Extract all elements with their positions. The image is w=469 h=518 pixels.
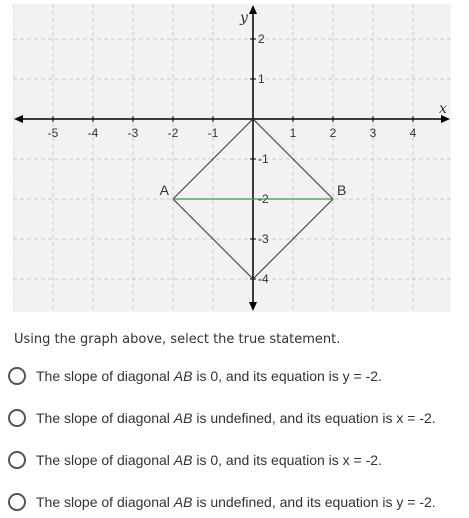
radio-button[interactable] [8, 451, 26, 469]
option-4-text: The slope of diagonal AB is undefined, and its equation is y = -2. [36, 494, 436, 510]
x-tick-label: 1 [289, 126, 297, 140]
point-label-a: A [159, 182, 169, 198]
x-tick-label: -4 [87, 126, 99, 140]
y-tick-label: -4 [258, 272, 269, 286]
option-3-text: The slope of diagonal AB is 0, and its equation is x = -2. [36, 452, 382, 468]
graph-svg [13, 4, 451, 312]
question-text: Using the graph above, select the true statement. [14, 332, 341, 347]
x-tick-label: -2 [167, 126, 179, 140]
option-2-text: The slope of diagonal AB is undefined, and its equation is x = -2. [36, 410, 436, 426]
x-axis-label: x [439, 101, 447, 117]
radio-button[interactable] [8, 409, 26, 427]
coordinate-graph [13, 4, 451, 312]
y-tick-label: -1 [258, 152, 269, 166]
option-3[interactable] [8, 446, 458, 474]
point-label-b: B [337, 182, 347, 198]
x-tick-label: -5 [47, 126, 59, 140]
y-tick-label: 2 [258, 32, 265, 46]
option-4[interactable] [8, 488, 458, 516]
radio-button[interactable] [8, 493, 26, 511]
radio-button[interactable] [8, 367, 26, 385]
y-tick-label: -2 [258, 192, 269, 206]
option-1[interactable] [8, 362, 458, 390]
x-tick-label: 3 [369, 126, 377, 140]
x-tick-label: 2 [329, 126, 337, 140]
graph-background [13, 4, 451, 312]
option-1-text: The slope of diagonal AB is 0, and its equation is y = -2. [36, 368, 382, 384]
x-tick-label: 4 [409, 126, 417, 140]
y-axis-label: y [240, 10, 248, 26]
option-2[interactable] [8, 404, 458, 432]
x-tick-label: -3 [127, 126, 139, 140]
y-tick-label: 1 [258, 72, 265, 86]
y-tick-label: -3 [258, 232, 269, 246]
x-tick-label: -1 [207, 126, 219, 140]
